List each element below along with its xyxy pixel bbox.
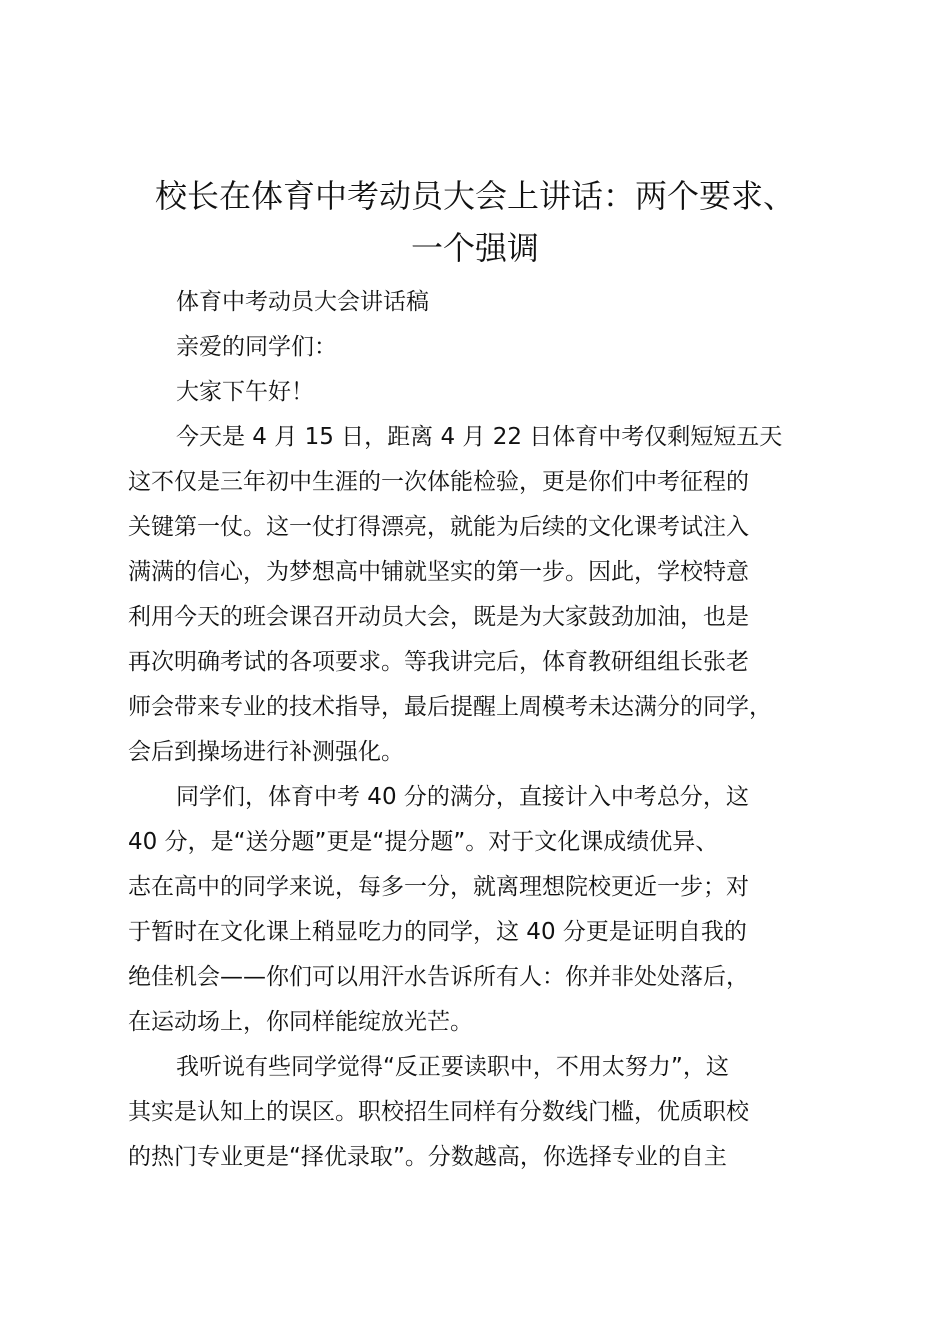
document-body [128, 280, 836, 1180]
text-line: 关键第一仗。这一仗打得漂亮，就能为后续的文化课考试注入 [128, 514, 749, 540]
paragraph-subtitle [128, 280, 836, 325]
paragraph-misconception [128, 1045, 836, 1180]
title-line: 校长在体育中考动员大会上讲话：两个要求、 [154, 177, 795, 215]
text-line: 大家下午好！ [176, 379, 314, 405]
paragraph-score [128, 775, 836, 1045]
text-line: 今天是 4 月 15 日，距离 4 月 22 日体育中考仅剩短短五天 [176, 424, 783, 450]
text-line: 40 分，是“送分题”更是“提分题”。对于文化课成绩优异、 [128, 829, 719, 855]
text-line: 再次明确考试的各项要求。等我讲完后，体育教研组组长张老 [128, 649, 749, 675]
text-line: 其实是认知上的误区。职校招生同样有分数线门槛，优质职校 [128, 1099, 749, 1125]
text-line: 同学们，体育中考 40 分的满分，直接计入中考总分，这 [176, 784, 749, 810]
paragraph-intro [128, 415, 836, 775]
text-line: 绝佳机会——你们可以用汗水告诉所有人：你并非处处落后， [128, 964, 749, 990]
text-line: 会后到操场进行补测强化。 [128, 739, 404, 765]
text-line: 在运动场上，你同样能绽放光芒。 [128, 1009, 473, 1035]
paragraph-salutation [128, 325, 836, 370]
text-line: 体育中考动员大会讲话稿 [176, 289, 429, 315]
text-line: 亲爱的同学们： [176, 334, 337, 360]
text-line: 满满的信心，为梦想高中铺就坚实的第一步。因此，学校特意 [128, 559, 749, 585]
text-line: 志在高中的同学来说，每多一分，就离理想院校更近一步；对 [128, 874, 749, 900]
paragraph-greeting [128, 370, 836, 415]
text-line: 的热门专业更是“择优录取”。分数越高，你选择专业的自主 [128, 1144, 727, 1170]
text-line: 师会带来专业的技术指导，最后提醒上周模考未达满分的同学， [128, 694, 772, 720]
title-line: 一个强调 [410, 229, 539, 267]
text-line: 利用今天的班会课召开动员大会，既是为大家鼓劲加油，也是 [128, 604, 749, 630]
text-line: 我听说有些同学觉得“反正要读职中，不用太努力”，这 [176, 1054, 729, 1080]
text-line: 于暂时在文化课上稍显吃力的同学，这 40 分更是证明自我的 [128, 919, 747, 945]
document-title [100, 170, 850, 274]
text-line: 这不仅是三年初中生涯的一次体能检验，更是你们中考征程的 [128, 469, 749, 495]
